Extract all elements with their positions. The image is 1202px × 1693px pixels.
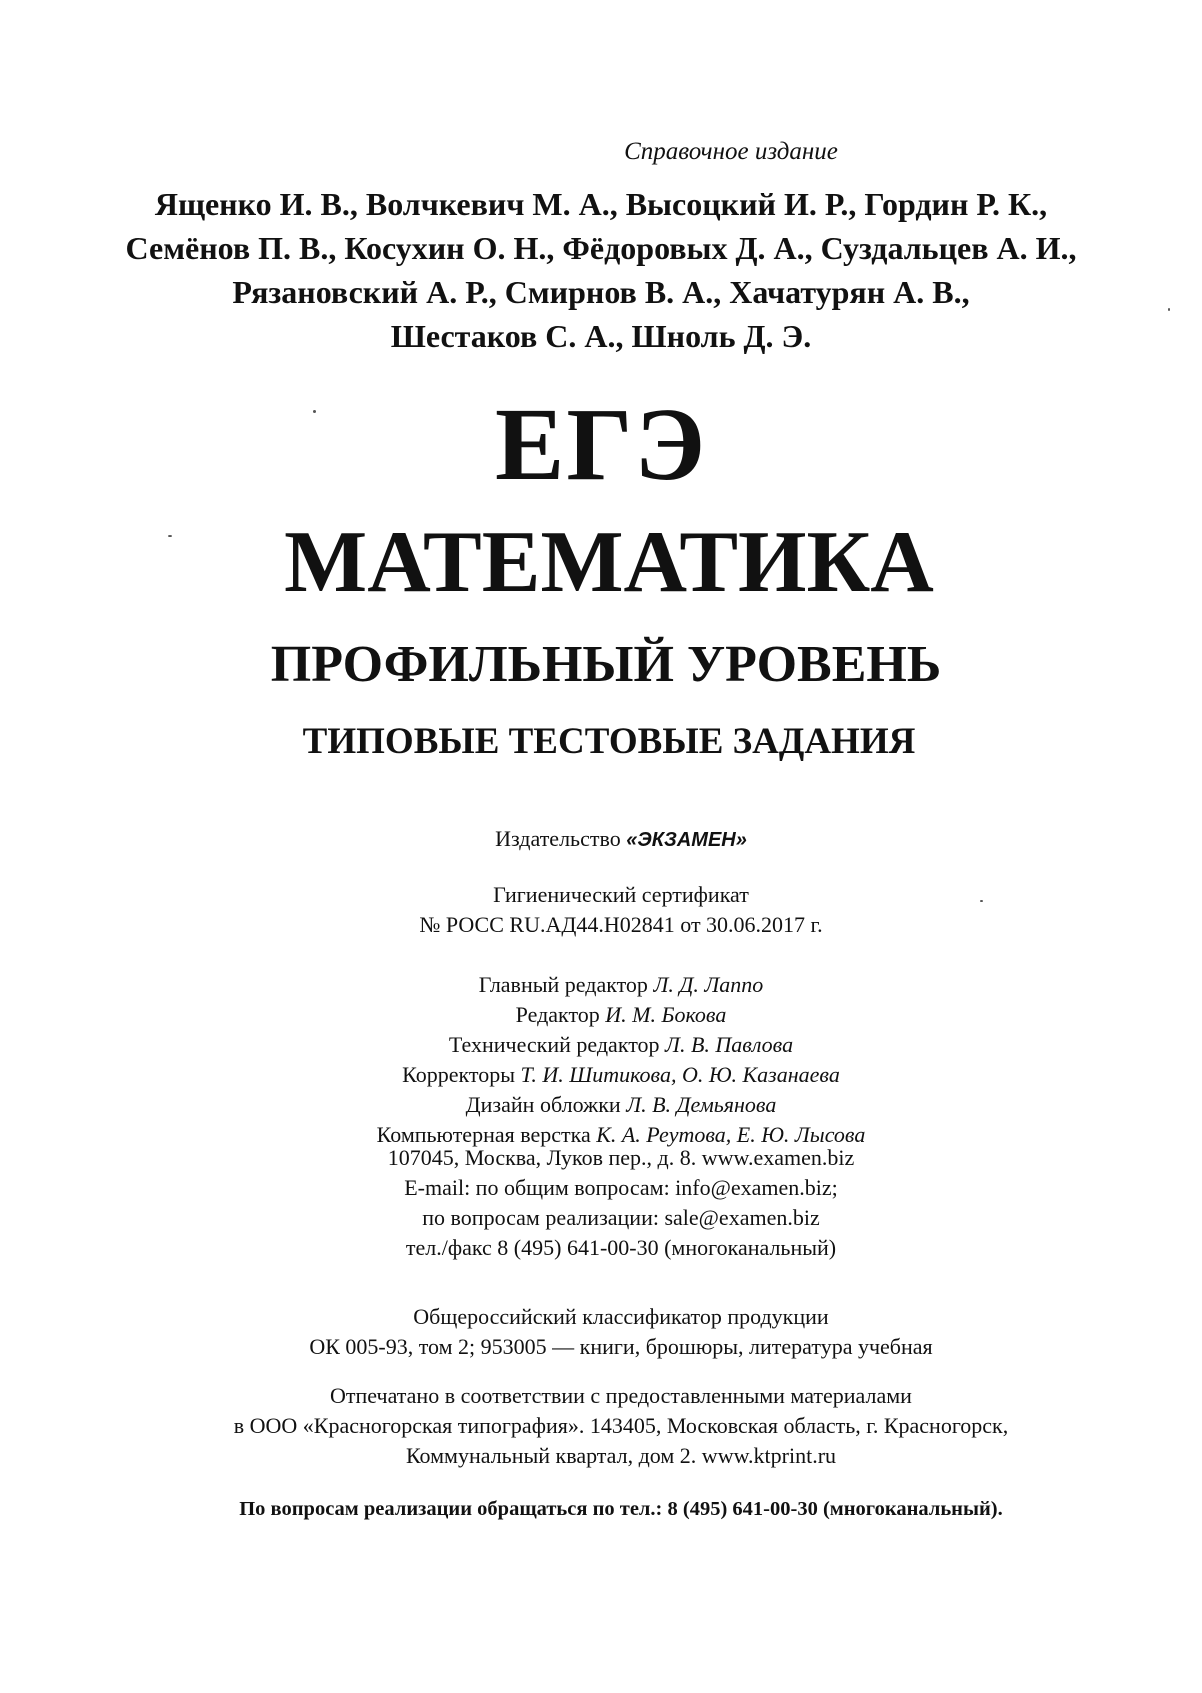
staff-role: Корректоры <box>402 1062 516 1087</box>
staff-role: Главный редактор <box>478 972 648 997</box>
address-line: E-mail: по общим вопросам: info@examen.biz; <box>404 1175 838 1200</box>
authors-block <box>0 182 1202 358</box>
staff-row <box>20 1000 1202 1030</box>
title-exam: ЕГЭ <box>494 387 708 502</box>
address-block <box>20 1143 1202 1263</box>
staff-names: Л. В. Демьянова <box>626 1092 777 1117</box>
printed-line: Отпечатано в соответствии с предоставленными материалами <box>330 1383 912 1408</box>
publisher <box>20 824 1202 855</box>
scan-speck <box>980 900 983 902</box>
staff-list <box>20 970 1202 1150</box>
staff-names: К. А. Реутова, Е. Ю. Лысова <box>596 1122 866 1147</box>
classifier-block <box>20 1302 1202 1362</box>
title-level: ПРОФИЛЬНЫЙ УРОВЕНЬ <box>270 636 942 693</box>
staff-names: Л. В. Павлова <box>665 1032 794 1057</box>
staff-role: Дизайн обложки <box>465 1092 621 1117</box>
staff-role: Технический редактор <box>448 1032 660 1057</box>
publisher-name: «ЭКЗАМЕН» <box>626 829 747 851</box>
title-type: ТИПОВЫЕ ТЕСТОВЫЕ ЗАДАНИЯ <box>302 721 916 762</box>
classifier-line: Общероссийский классификатор продукции <box>413 1304 829 1329</box>
printed-line: в ООО «Красногорская типография». 143405, Московская область, г. Красногорск, <box>233 1413 1009 1438</box>
address-line: 107045, Москва, Луков пер., д. 8. www.examen.biz <box>387 1145 855 1170</box>
staff-row <box>20 1060 1202 1090</box>
certificate-line: Гигиенический сертификат <box>493 882 749 907</box>
staff-names: Т. И. Шитикова, О. Ю. Казанаева <box>520 1062 840 1087</box>
staff-row <box>20 970 1202 1000</box>
staff-row <box>20 1090 1202 1120</box>
scan-speck <box>313 410 316 413</box>
address-line: по вопросам реализации: sale@examen.biz <box>422 1205 820 1230</box>
printed-line: Коммунальный квартал, дом 2. www.ktprint.ru <box>405 1443 837 1468</box>
printed-block <box>20 1381 1202 1471</box>
authors-line: Рязановский А. Р., Смирнов В. А., Хачатурян А. В., <box>232 274 970 310</box>
certificate-line: № РОСС RU.АД44.Н02841 от 30.06.2017 г. <box>419 912 823 937</box>
classifier-line: ОК 005-93, том 2; 953005 — книги, брошюры, литература учебная <box>309 1334 933 1359</box>
reference-type: Справочное издание <box>624 138 838 165</box>
authors-line: Шестаков С. А., Шноль Д. Э. <box>390 318 812 354</box>
authors-line: Семёнов П. В., Косухин О. Н., Фёдоровых Д. А., Суздальцев А. И., <box>125 230 1077 266</box>
staff-names: Л. Д. Лаппо <box>653 972 764 997</box>
staff-row <box>20 1030 1202 1060</box>
staff-role: Компьютерная верстка <box>376 1122 591 1147</box>
authors-line: Ященко И. В., Волчкевич М. А., Высоцкий И. Р., Гордин Р. К., <box>154 186 1048 222</box>
certificate <box>20 880 1202 940</box>
title-subject: МАТЕМАТИКА <box>284 514 934 611</box>
address-line: тел./факс 8 (495) 641-00-30 (многоканальный) <box>405 1235 837 1260</box>
scan-speck <box>168 535 172 537</box>
sales-contact: По вопросам реализации обращаться по тел.: 8 (495) 641-00-30 (многоканальный). <box>239 1498 1003 1520</box>
staff-names: И. М. Бокова <box>605 1002 727 1027</box>
publisher-label: Издательство <box>495 826 621 851</box>
scan-speck <box>1168 308 1170 311</box>
staff-role: Редактор <box>515 1002 600 1027</box>
